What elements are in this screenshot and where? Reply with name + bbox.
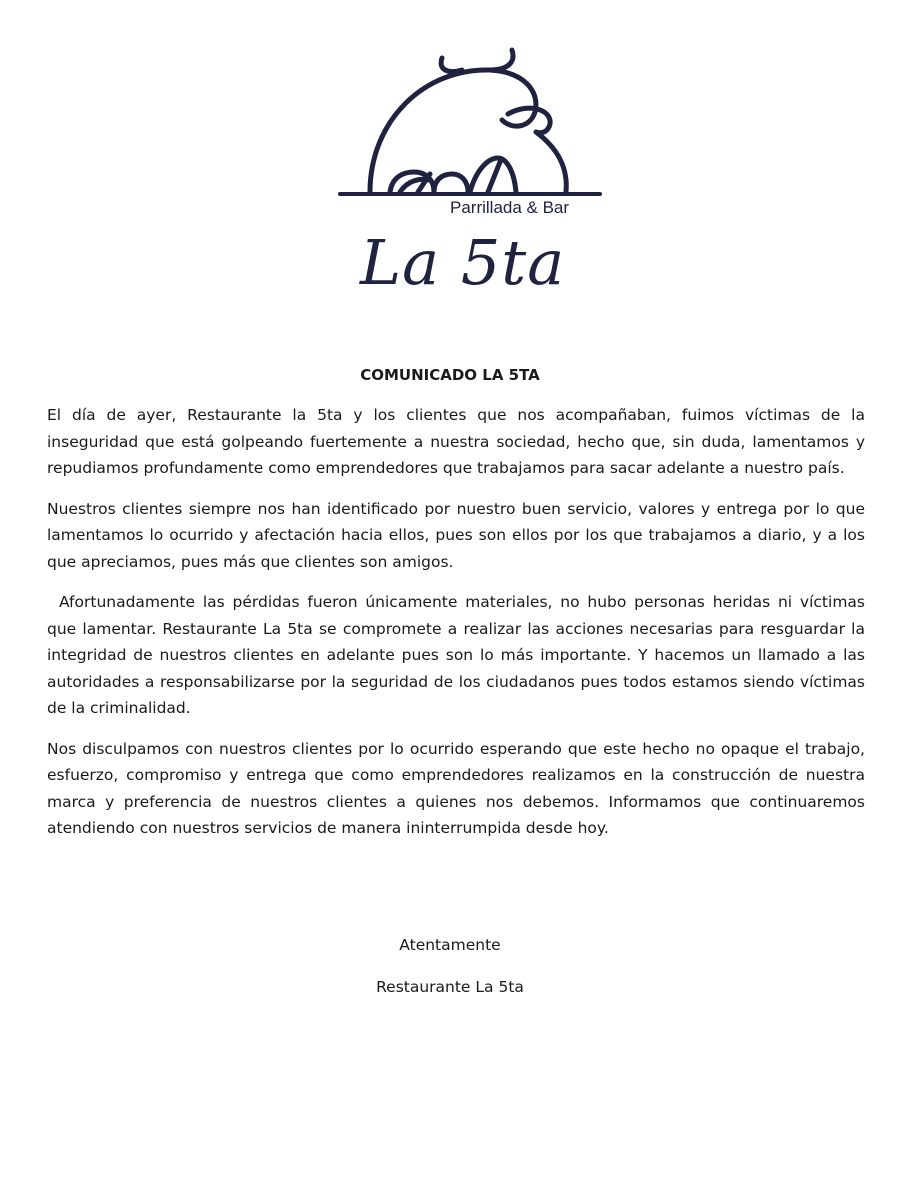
bull-grill-icon <box>330 40 610 210</box>
logo-tagline: Parrillada & Bar <box>450 198 570 217</box>
statement-body <box>47 402 865 856</box>
page-title: COMUNICADO LA 5TA <box>360 366 540 384</box>
restaurant-logo <box>330 40 610 310</box>
logo-wordmark: La 5ta <box>360 226 566 299</box>
closing-salutation: Atentamente <box>399 936 501 954</box>
paragraph-2: Nuestros clientes siempre nos han identificado por nuestro buen servicio, valores y entrega por lo que lamentamos lo ocurrido y afectación hacia ellos, pues son ellos por los que trabajamos a diario, y a los que apreciamos, pues más que clientes son amigos. <box>47 499 865 571</box>
paragraph-3: Afortunadamente las pérdidas fueron únicamente materiales, no hubo personas heridas ni víctimas que lamentar. Restaurante La 5ta se compromete a realizar las acciones necesarias para resguardar la integridad de nuestros clientes en adelante pues son lo más importante. Y hacemos un llamado a las autoridades a responsabilizarse por la seguridad de los ciudadanos pues todos estamos siendo víctimas de la criminalidad. <box>47 593 865 717</box>
closing-signature: Restaurante La 5ta <box>376 978 524 996</box>
paragraph-1: El día de ayer, Restaurante la 5ta y los clientes que nos acompañaban, fuimos víctimas de la inseguridad que está golpeando fuertemente a nuestra sociedad, hecho que, sin duda, lamentamos y repudiamos profundamente como emprendedores que trabajamos para sacar adelante a nuestro país. <box>47 406 865 477</box>
paragraph-4: Nos disculpamos con nuestros clientes por lo ocurrido esperando que este hecho no opaque el trabajo, esfuerzo, compromiso y entrega que como emprendedores realizamos en la construcción de nuestra marca y preferencia de nuestros clientes a quienes nos debemos. Informamos que continuaremos atendiendo con nuestros servicios de manera ininterrumpida desde hoy. <box>47 739 865 837</box>
